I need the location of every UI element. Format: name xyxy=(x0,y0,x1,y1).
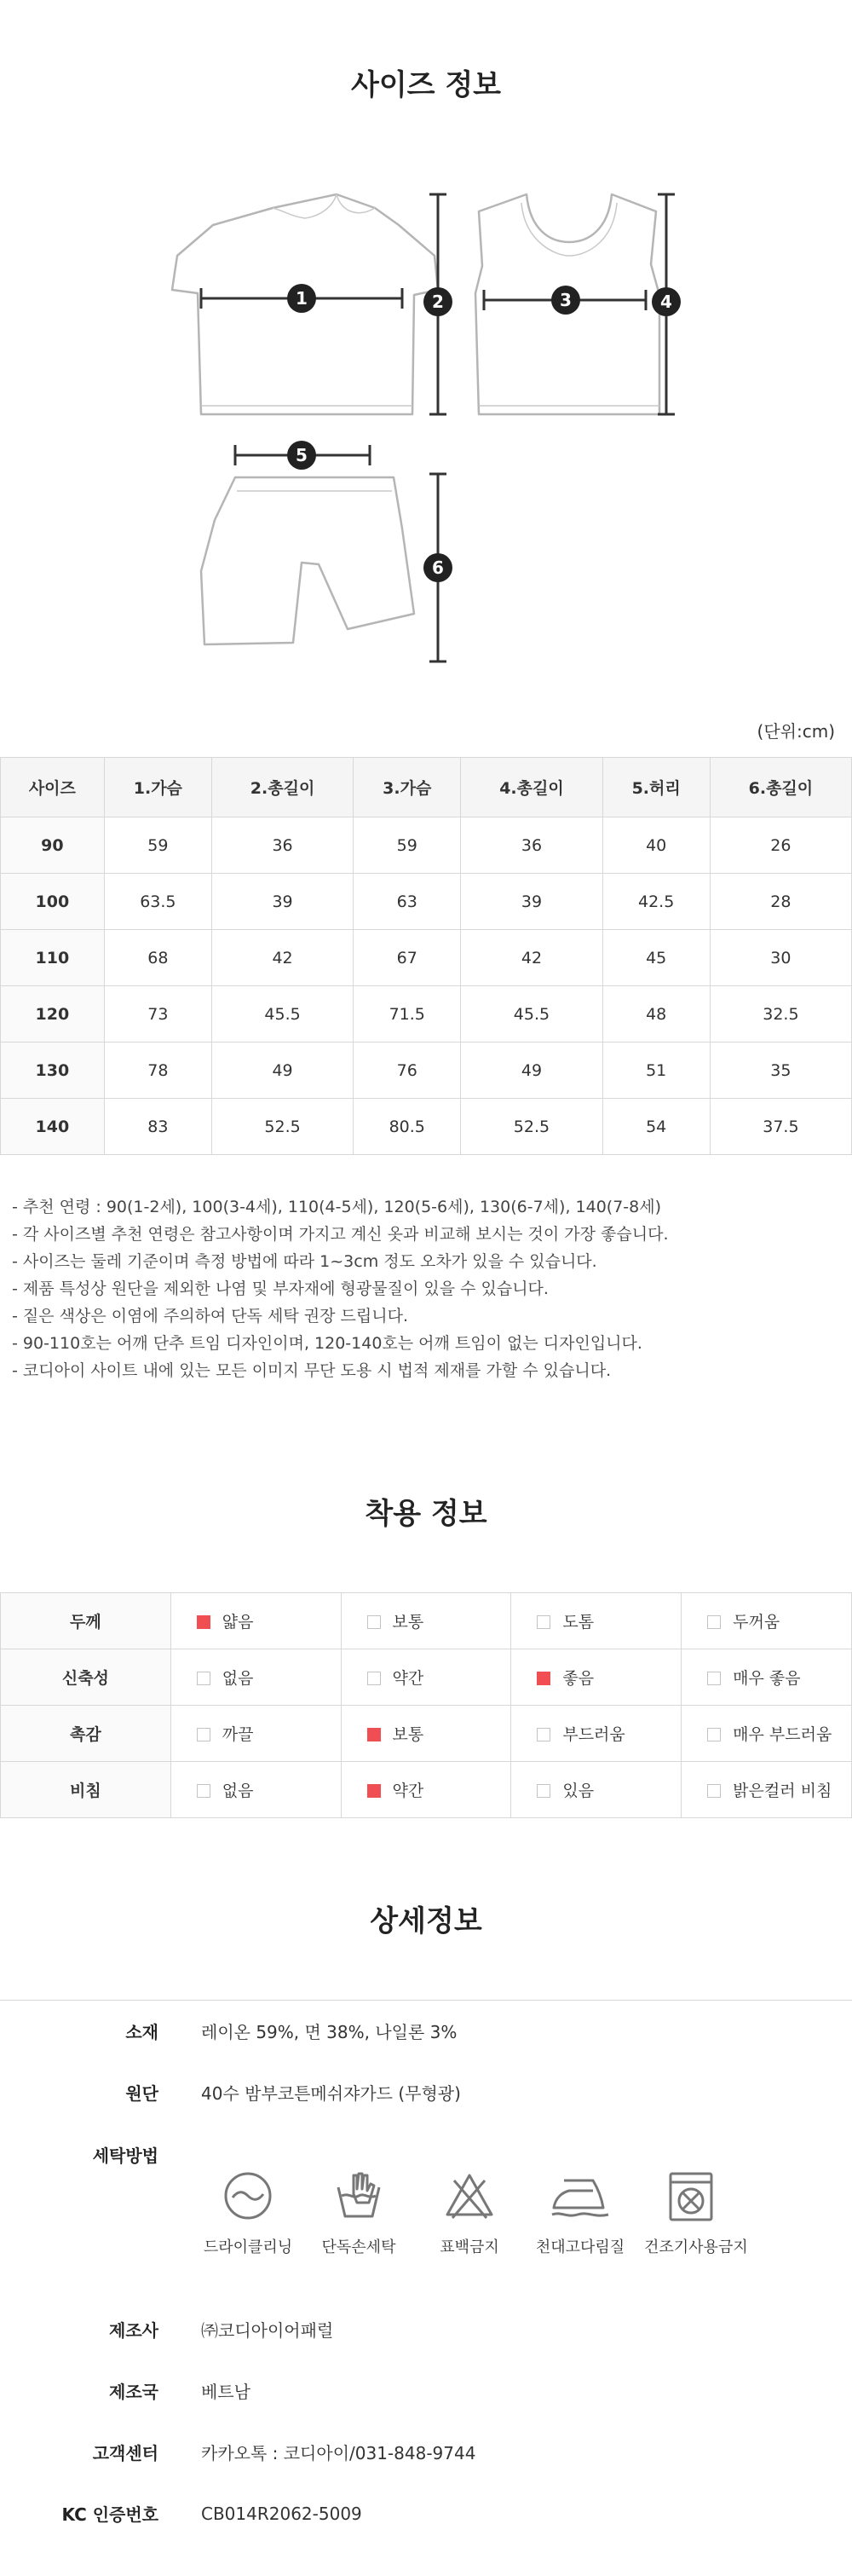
wear-info-title: 착용 정보 xyxy=(365,1497,487,1531)
wear-row xyxy=(1,1593,852,1649)
measurement-cell: 78 xyxy=(104,1043,211,1099)
iron-with-cloth-icon xyxy=(549,2169,612,2223)
size-diagram xyxy=(0,170,852,682)
measurement-cell: 37.5 xyxy=(710,1099,851,1155)
wear-option xyxy=(170,1706,341,1762)
measurement-cell: 54 xyxy=(602,1099,710,1155)
size-cell: 130 xyxy=(1,1043,105,1099)
detail-row-wash xyxy=(0,2123,852,2299)
unchecked-box-icon xyxy=(197,1672,210,1685)
customer-service-value: 카카오톡 : 코디아이/031-848-9744 xyxy=(201,2443,476,2463)
size-cell: 110 xyxy=(1,930,105,986)
country-value: 베트남 xyxy=(201,2382,250,2402)
measurement-cell: 39 xyxy=(211,874,353,930)
unit-label: (단위:cm) xyxy=(757,721,835,742)
measurement-cell: 49 xyxy=(211,1043,353,1099)
measurement-cell: 45.5 xyxy=(211,986,353,1043)
header-cell: 1.가슴 xyxy=(104,758,211,817)
measurement-cell: 80.5 xyxy=(354,1099,461,1155)
unchecked-box-icon xyxy=(367,1672,381,1685)
note-item: - 각 사이즈별 추천 연령은 참고사항이며 가지고 계신 옷과 비교해 보시는 것이 가장 좋습니다. xyxy=(12,1225,669,1244)
measurement-cell: 73 xyxy=(104,986,211,1043)
wear-option xyxy=(170,1762,341,1818)
wear-option xyxy=(682,1593,852,1649)
checked-box-icon xyxy=(537,1672,550,1685)
wear-row xyxy=(1,1706,852,1762)
wear-option xyxy=(511,1593,682,1649)
table-row xyxy=(1,986,852,1043)
table-row xyxy=(1,874,852,930)
measurement-cell: 42 xyxy=(211,930,353,986)
measurement-cell: 83 xyxy=(104,1099,211,1155)
marker-3-label: 3 xyxy=(560,290,572,310)
header-cell: 2.총길이 xyxy=(211,758,353,817)
wash-item xyxy=(533,2169,627,2257)
measurement-cell: 67 xyxy=(354,930,461,986)
measurement-cell: 39 xyxy=(461,874,602,930)
wash-label: 세탁방법 xyxy=(92,2145,158,2166)
marker-6-label: 6 xyxy=(432,557,444,578)
measurement-cell: 36 xyxy=(461,817,602,874)
wear-option-label: 보통 xyxy=(392,1725,424,1744)
unchecked-box-icon xyxy=(197,1784,210,1798)
wear-option-label: 도톰 xyxy=(562,1613,595,1632)
measurement-cell: 52.5 xyxy=(211,1099,353,1155)
measurement-cell: 28 xyxy=(710,874,851,930)
wear-option-label: 없음 xyxy=(222,1782,254,1800)
note-item: - 코디아이 사이트 내에 있는 모든 이미지 무단 도용 시 법적 제재를 가할 수 있습니다. xyxy=(12,1361,612,1380)
detail-row-customer-service xyxy=(0,2422,852,2483)
measurement-cell: 68 xyxy=(104,930,211,986)
dry-cleaning-icon xyxy=(221,2169,275,2223)
measurement-cell: 36 xyxy=(211,817,353,874)
measurement-cell: 59 xyxy=(354,817,461,874)
wear-option-label: 약간 xyxy=(392,1782,424,1800)
marker-4-label: 4 xyxy=(660,292,672,312)
unchecked-box-icon xyxy=(537,1615,550,1629)
wear-label: 두께 xyxy=(1,1593,171,1649)
wash-item xyxy=(201,2169,295,2257)
wear-option xyxy=(341,1593,511,1649)
wear-option-label: 까끌 xyxy=(222,1725,254,1744)
marker-2-label: 2 xyxy=(432,292,444,312)
wear-option-label: 밝은컬러 비침 xyxy=(733,1782,832,1800)
table-row xyxy=(1,1043,852,1099)
marker-5-label: 5 xyxy=(296,445,308,465)
unchecked-box-icon xyxy=(707,1784,721,1798)
header-cell: 사이즈 xyxy=(1,758,105,817)
wear-table xyxy=(0,1592,852,1818)
measurement-cell: 52.5 xyxy=(461,1099,602,1155)
wear-option-label: 보통 xyxy=(392,1613,424,1632)
measurement-cell: 42 xyxy=(461,930,602,986)
header-cell: 4.총길이 xyxy=(461,758,602,817)
wash-item xyxy=(423,2169,516,2257)
checked-box-icon xyxy=(367,1728,381,1741)
unchecked-box-icon xyxy=(537,1784,550,1798)
detail-row-country xyxy=(0,2360,852,2422)
wear-option-label: 좋음 xyxy=(562,1669,595,1688)
wash-item-label: 표백금지 xyxy=(440,2238,499,2256)
measurement-cell: 26 xyxy=(710,817,851,874)
unchecked-box-icon xyxy=(367,1615,381,1629)
wash-item-label: 드라이클리닝 xyxy=(203,2238,293,2256)
detail-row-material xyxy=(0,2001,852,2062)
header-cell: 3.가슴 xyxy=(354,758,461,817)
wash-cell xyxy=(167,2123,852,2299)
unchecked-box-icon xyxy=(197,1728,210,1741)
note-item: - 90-110호는 어깨 단추 트임 디자인이며, 120-140호는 어깨 트임이 없는 디자인입니다. xyxy=(12,1334,642,1353)
size-cell: 120 xyxy=(1,986,105,1043)
maker-value: ㈜코디아이어패럴 xyxy=(201,2320,334,2341)
note-item: - 제품 특성상 원단을 제외한 나염 및 부자재에 형광물질이 있을 수 있습니다. xyxy=(12,1279,549,1298)
measurement-cell: 49 xyxy=(461,1043,602,1099)
wear-option xyxy=(341,1649,511,1706)
wear-option xyxy=(341,1706,511,1762)
note-item: - 추천 연령 : 90(1-2세), 100(3-4세), 110(4-5세), 120(5-6세), 130(6-7세), 140(7-8세) xyxy=(12,1198,662,1216)
measurement-cell: 32.5 xyxy=(710,986,851,1043)
unchecked-box-icon xyxy=(707,1672,721,1685)
measurement-cell: 48 xyxy=(602,986,710,1043)
kc-label: KC 인증번호 xyxy=(61,2504,158,2525)
wear-option-label: 매우 부드러움 xyxy=(733,1725,832,1744)
wear-label: 촉감 xyxy=(1,1706,171,1762)
size-info-title: 사이즈 정보 xyxy=(350,68,502,102)
wear-option-label: 얇음 xyxy=(222,1613,254,1632)
wear-option-label: 없음 xyxy=(222,1669,254,1688)
note-item: - 짙은 색상은 이염에 주의하여 단독 세탁 권장 드립니다. xyxy=(12,1307,409,1326)
size-table xyxy=(0,757,852,1155)
wear-option-label: 두꺼움 xyxy=(733,1613,780,1632)
measurement-cell: 51 xyxy=(602,1043,710,1099)
size-cell: 100 xyxy=(1,874,105,930)
wear-option xyxy=(682,1649,852,1706)
measurement-cell: 63 xyxy=(354,874,461,930)
wear-option xyxy=(170,1649,341,1706)
material-label: 소재 xyxy=(0,2001,167,2062)
wear-option-label: 있음 xyxy=(562,1782,595,1800)
unchecked-box-icon xyxy=(537,1728,550,1741)
size-notes xyxy=(12,1193,830,1384)
wash-item-label: 단독손세탁 xyxy=(321,2238,396,2256)
wash-icon-list xyxy=(201,2140,852,2283)
fabric-label: 원단 xyxy=(125,2083,158,2104)
wash-item-label: 건조기사용금지 xyxy=(644,2238,748,2256)
detail-row-maker xyxy=(0,2299,852,2360)
shorts-drawing xyxy=(201,477,414,644)
size-cell: 140 xyxy=(1,1099,105,1155)
measurement-cell: 45.5 xyxy=(461,986,602,1043)
detail-info-title: 상세정보 xyxy=(370,1904,482,1938)
wear-option-label: 부드러움 xyxy=(562,1725,625,1744)
table-row xyxy=(1,817,852,874)
wear-row xyxy=(1,1649,852,1706)
kc-value: CB014R2062-5009 xyxy=(201,2503,362,2524)
wear-option xyxy=(511,1706,682,1762)
maker-label: 제조사 xyxy=(109,2320,158,2341)
no-tumble-dry-icon xyxy=(664,2169,718,2223)
wear-row xyxy=(1,1762,852,1818)
measurement-cell: 40 xyxy=(602,817,710,874)
unchecked-box-icon xyxy=(707,1728,721,1741)
size-table-header xyxy=(1,758,852,817)
wear-option xyxy=(341,1762,511,1818)
measurement-cell: 30 xyxy=(710,930,851,986)
hand-wash-icon xyxy=(331,2169,386,2223)
checked-box-icon xyxy=(197,1615,210,1629)
fabric-value: 40수 밤부코튼메쉬쟈가드 (무형광) xyxy=(201,2083,461,2104)
wash-item xyxy=(312,2169,406,2257)
size-cell: 90 xyxy=(1,817,105,874)
wash-item-label: 천대고다림질 xyxy=(535,2238,625,2256)
unchecked-box-icon xyxy=(707,1615,721,1629)
measurement-cell: 42.5 xyxy=(602,874,710,930)
detail-row-kc xyxy=(0,2483,852,2544)
wear-option-label: 매우 좋음 xyxy=(733,1669,801,1688)
wear-option xyxy=(682,1706,852,1762)
measurement-cell: 35 xyxy=(710,1043,851,1099)
wear-option-label: 약간 xyxy=(392,1669,424,1688)
marker-1-label: 1 xyxy=(296,288,308,309)
measurement-cell: 59 xyxy=(104,817,211,874)
table-row xyxy=(1,1099,852,1155)
checked-box-icon xyxy=(367,1784,381,1798)
table-row xyxy=(1,930,852,986)
wear-option xyxy=(170,1593,341,1649)
measurement-cell: 71.5 xyxy=(354,986,461,1043)
detail-row-fabric xyxy=(0,2062,852,2123)
header-cell: 6.총길이 xyxy=(710,758,851,817)
wear-label: 비침 xyxy=(1,1762,171,1818)
customer-service-label: 고객센터 xyxy=(92,2443,158,2463)
note-item: - 사이즈는 둘레 기준이며 측정 방법에 따라 1~3cm 정도 오차가 있을 수 있습니다. xyxy=(12,1252,597,1271)
wear-label: 신축성 xyxy=(1,1649,171,1706)
no-bleach-icon xyxy=(442,2169,497,2223)
header-cell: 5.허리 xyxy=(602,758,710,817)
wear-option xyxy=(682,1762,852,1818)
wear-option xyxy=(511,1649,682,1706)
measurement-cell: 76 xyxy=(354,1043,461,1099)
measurement-cell: 63.5 xyxy=(104,874,211,930)
wear-option xyxy=(511,1762,682,1818)
country-label: 제조국 xyxy=(109,2382,158,2402)
wash-item xyxy=(644,2169,748,2257)
material-value: 레이온 59%, 면 38%, 나일론 3% xyxy=(167,2001,852,2062)
measurement-cell: 45 xyxy=(602,930,710,986)
detail-table xyxy=(0,2000,852,2544)
